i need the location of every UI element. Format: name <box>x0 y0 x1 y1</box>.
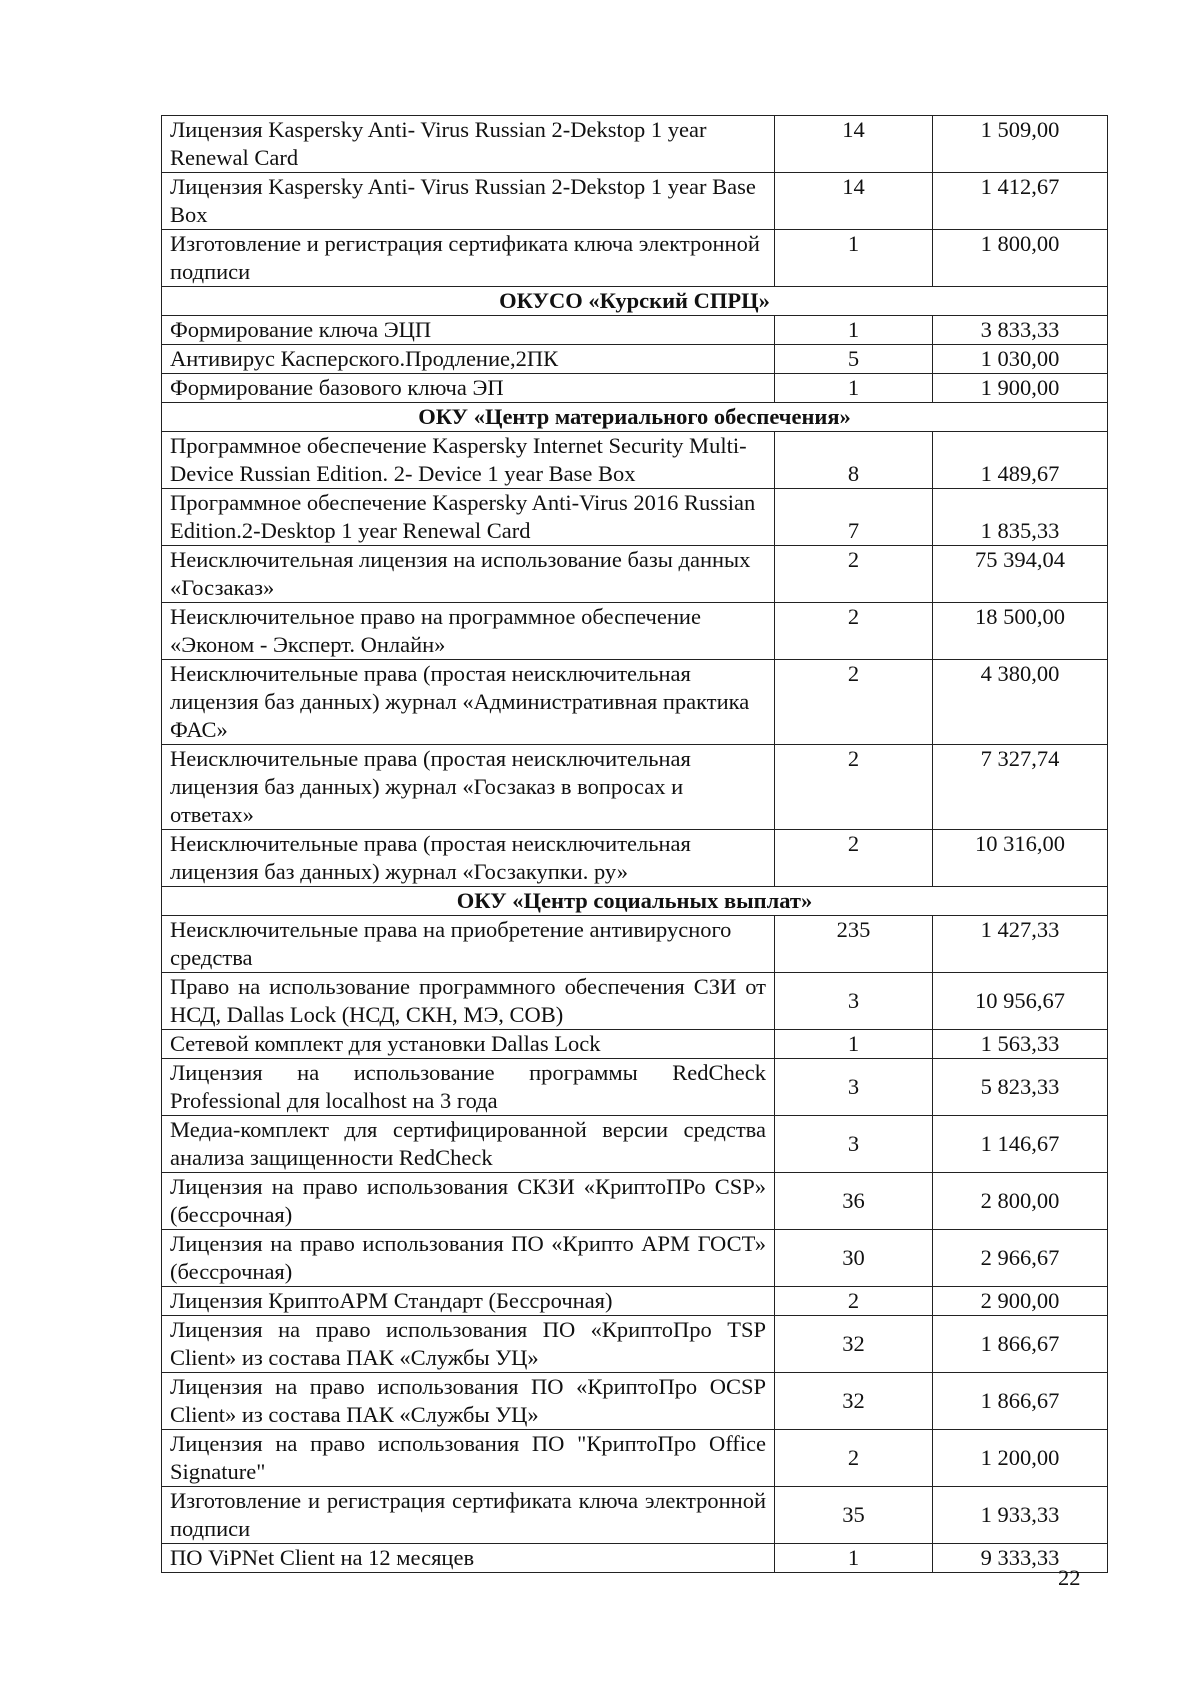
item-price-cell: 2 966,67 <box>933 1230 1108 1287</box>
item-quantity-cell: 3 <box>775 1116 933 1173</box>
table-row <box>162 116 1108 173</box>
item-name-cell: Антивирус Касперского.Продление,2ПК <box>162 345 775 374</box>
license-table-body <box>162 116 1108 1573</box>
table-row <box>162 973 1108 1030</box>
table-row <box>162 660 1108 745</box>
table-row <box>162 1173 1108 1230</box>
item-quantity-cell: 7 <box>775 489 933 546</box>
section-title: ОКУСО «Курский СПРЦ» <box>162 287 1108 316</box>
item-name-cell: Неисключительная лицензия на использование базы данных «Госзаказ» <box>162 546 775 603</box>
item-quantity-cell: 1 <box>775 374 933 403</box>
item-name-cell: Лицензия КриптоАРМ Стандарт (Бессрочная) <box>162 1287 775 1316</box>
item-quantity-cell: 2 <box>775 603 933 660</box>
section-title: ОКУ «Центр материального обеспечения» <box>162 403 1108 432</box>
item-price-cell: 1 866,67 <box>933 1316 1108 1373</box>
item-quantity-cell: 2 <box>775 745 933 830</box>
item-quantity-cell: 1 <box>775 316 933 345</box>
table-row <box>162 432 1108 489</box>
item-price-cell: 5 823,33 <box>933 1059 1108 1116</box>
table-row <box>162 316 1108 345</box>
item-price-cell: 1 200,00 <box>933 1430 1108 1487</box>
table-row <box>162 1116 1108 1173</box>
item-quantity-cell: 3 <box>775 973 933 1030</box>
item-price-cell: 10 316,00 <box>933 830 1108 887</box>
table-row <box>162 1287 1108 1316</box>
item-name-cell: Медиа-комплект для сертифицированной версии средства анализа защищенности RedCheck <box>162 1116 775 1173</box>
item-quantity-cell: 8 <box>775 432 933 489</box>
table-row <box>162 1059 1108 1116</box>
item-quantity-cell: 2 <box>775 1287 933 1316</box>
item-quantity-cell: 35 <box>775 1487 933 1544</box>
item-quantity-cell: 235 <box>775 916 933 973</box>
item-name-cell: Лицензия на использование программы RedCheck Professional для localhost на 3 года <box>162 1059 775 1116</box>
item-price-cell: 75 394,04 <box>933 546 1108 603</box>
item-name-cell: ПО ViPNet Client на 12 месяцев <box>162 1544 775 1573</box>
item-price-cell: 3 833,33 <box>933 316 1108 345</box>
item-quantity-cell: 1 <box>775 230 933 287</box>
item-name-cell: Изготовление и регистрация сертификата ключа электронной подписи <box>162 1487 775 1544</box>
section-header-row <box>162 887 1108 916</box>
item-price-cell: 1 489,67 <box>933 432 1108 489</box>
table-row <box>162 173 1108 230</box>
table-row <box>162 374 1108 403</box>
item-price-cell: 1 866,67 <box>933 1373 1108 1430</box>
item-name-cell: Неисключительные права (простая неисключительная лицензия баз данных) журнал «Госзакупки. ру» <box>162 830 775 887</box>
item-price-cell: 1 563,33 <box>933 1030 1108 1059</box>
table-row <box>162 1230 1108 1287</box>
item-price-cell: 1 030,00 <box>933 345 1108 374</box>
item-quantity-cell: 14 <box>775 173 933 230</box>
table-row <box>162 1316 1108 1373</box>
section-title: ОКУ «Центр социальных выплат» <box>162 887 1108 916</box>
item-name-cell: Программное обеспечение Kaspersky Internet Security Multi- Device Russian Edition. 2- Device 1 year Base Box <box>162 432 775 489</box>
item-quantity-cell: 5 <box>775 345 933 374</box>
item-price-cell: 9 333,33 <box>933 1544 1108 1573</box>
item-name-cell: Лицензия на право использования ПО «КриптоПро TSP Client» из состава ПАК «Службы УЦ» <box>162 1316 775 1373</box>
item-quantity-cell: 14 <box>775 116 933 173</box>
item-name-cell: Сетевой комплект для установки Dallas Lock <box>162 1030 775 1059</box>
item-price-cell: 7 327,74 <box>933 745 1108 830</box>
section-header-row <box>162 287 1108 316</box>
item-name-cell: Лицензия Kaspersky Anti- Virus Russian 2-Dekstop 1 year Renewal Card <box>162 116 775 173</box>
item-price-cell: 4 380,00 <box>933 660 1108 745</box>
item-name-cell: Лицензия на право использования ПО «КриптоПро OCSP Client» из состава ПАК «Службы УЦ» <box>162 1373 775 1430</box>
table-row <box>162 546 1108 603</box>
item-quantity-cell: 30 <box>775 1230 933 1287</box>
table-row <box>162 345 1108 374</box>
item-quantity-cell: 2 <box>775 546 933 603</box>
table-row <box>162 1430 1108 1487</box>
item-name-cell: Изготовление и регистрация сертификата ключа электронной подписи <box>162 230 775 287</box>
item-price-cell: 1 146,67 <box>933 1116 1108 1173</box>
item-quantity-cell: 1 <box>775 1030 933 1059</box>
item-quantity-cell: 2 <box>775 830 933 887</box>
item-quantity-cell: 32 <box>775 1373 933 1430</box>
table-row <box>162 603 1108 660</box>
item-name-cell: Право на использование программного обеспечения СЗИ от НСД, Dallas Lock (НСД, СКН, МЭ, СОВ) <box>162 973 775 1030</box>
item-price-cell: 10 956,67 <box>933 973 1108 1030</box>
item-price-cell: 1 800,00 <box>933 230 1108 287</box>
item-price-cell: 1 509,00 <box>933 116 1108 173</box>
item-quantity-cell: 3 <box>775 1059 933 1116</box>
table-row <box>162 745 1108 830</box>
item-price-cell: 2 800,00 <box>933 1173 1108 1230</box>
item-price-cell: 1 835,33 <box>933 489 1108 546</box>
item-name-cell: Лицензия на право использования ПО "КриптоПро Office Signature" <box>162 1430 775 1487</box>
item-price-cell: 1 412,67 <box>933 173 1108 230</box>
item-name-cell: Неисключительные права (простая неисключительная лицензия баз данных) журнал «Административная практика ФАС» <box>162 660 775 745</box>
table-row <box>162 916 1108 973</box>
table-row <box>162 830 1108 887</box>
item-name-cell: Формирование ключа ЭЦП <box>162 316 775 345</box>
item-name-cell: Лицензия на право использования ПО «Крипто АРМ ГОСТ» (бессрочная) <box>162 1230 775 1287</box>
item-price-cell: 2 900,00 <box>933 1287 1108 1316</box>
item-price-cell: 18 500,00 <box>933 603 1108 660</box>
item-quantity-cell: 1 <box>775 1544 933 1573</box>
item-name-cell: Лицензия на право использования СКЗИ «КриптоПРо CSP» (бессрочная) <box>162 1173 775 1230</box>
table-row <box>162 489 1108 546</box>
table-row <box>162 1030 1108 1059</box>
item-name-cell: Формирование базового ключа ЭП <box>162 374 775 403</box>
item-quantity-cell: 36 <box>775 1173 933 1230</box>
item-name-cell: Неисключительные права (простая неисключительная лицензия баз данных) журнал «Госзаказ в вопросах и ответах» <box>162 745 775 830</box>
table-row <box>162 1487 1108 1544</box>
license-table <box>161 115 1108 1573</box>
item-price-cell: 1 933,33 <box>933 1487 1108 1544</box>
table-row <box>162 230 1108 287</box>
section-header-row <box>162 403 1108 432</box>
item-name-cell: Лицензия Kaspersky Anti- Virus Russian 2-Dekstop 1 year Base Box <box>162 173 775 230</box>
item-price-cell: 1 900,00 <box>933 374 1108 403</box>
item-price-cell: 1 427,33 <box>933 916 1108 973</box>
item-name-cell: Неисключительное право на программное обеспечение «Эконом - Эксперт. Онлайн» <box>162 603 775 660</box>
item-name-cell: Программное обеспечение Kaspersky Anti-Virus 2016 Russian Edition.2-Desktop 1 year Renewal Card <box>162 489 775 546</box>
item-name-cell: Неисключительные права на приобретение антивирусного средства <box>162 916 775 973</box>
page-number: 22 <box>1058 1565 1081 1590</box>
item-quantity-cell: 2 <box>775 660 933 745</box>
table-row <box>162 1544 1108 1573</box>
table-row <box>162 1373 1108 1430</box>
item-quantity-cell: 2 <box>775 1430 933 1487</box>
item-quantity-cell: 32 <box>775 1316 933 1373</box>
